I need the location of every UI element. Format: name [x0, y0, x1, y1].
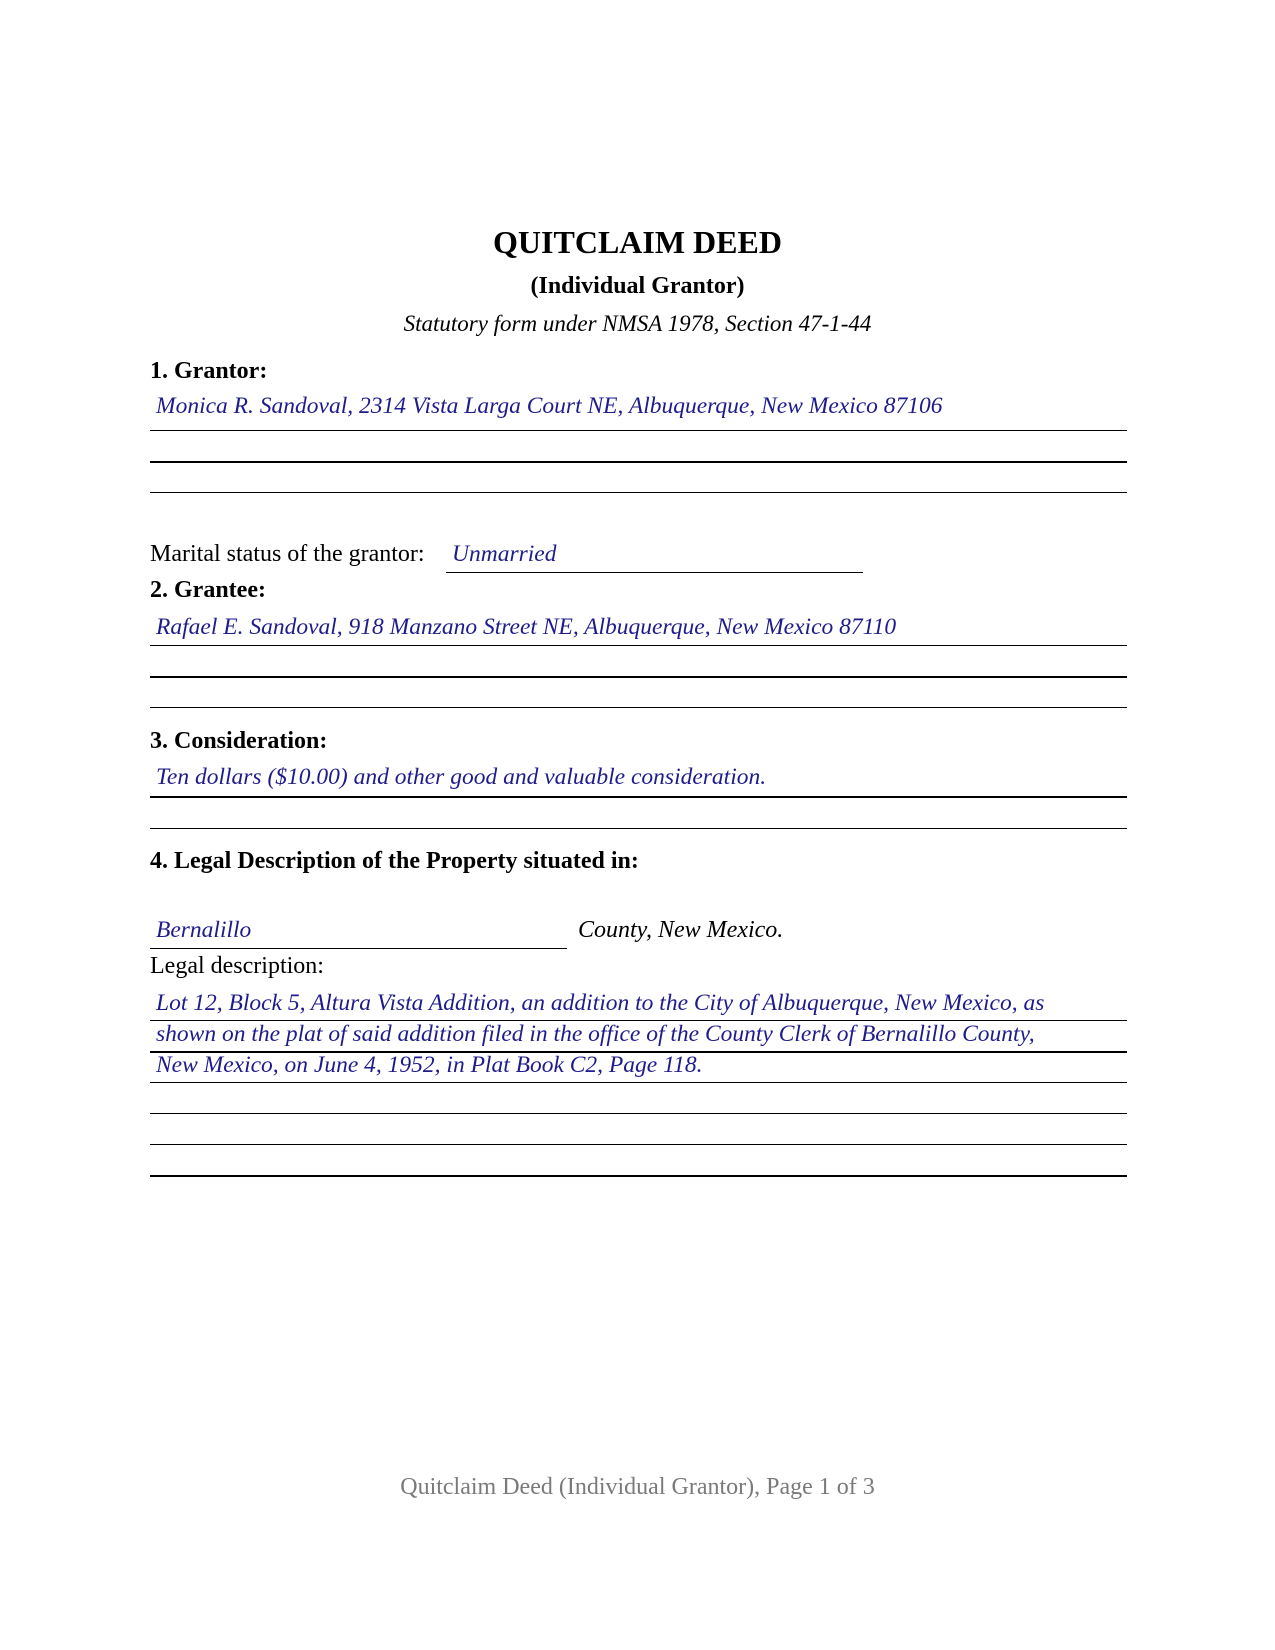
legal-line-3	[150, 1082, 1127, 1083]
county-line	[150, 948, 567, 949]
county-suffix: County, New Mexico.	[578, 917, 784, 943]
legal-line-5	[150, 1144, 1127, 1145]
marital-status-label: Marital status of the grantor:	[150, 541, 425, 567]
grantor-field[interactable]: Monica R. Sandoval, 2314 Vista Larga Court NE, Albuquerque, New Mexico 87106	[156, 393, 943, 419]
county-field[interactable]: Bernalillo	[156, 917, 252, 943]
consideration-field[interactable]: Ten dollars ($10.00) and other good and valuable consideration.	[156, 764, 767, 790]
consideration-line-1	[150, 796, 1127, 798]
consideration-heading: 3. Consideration:	[150, 728, 328, 754]
grantor-line-1	[150, 430, 1127, 431]
grantee-line-2	[150, 676, 1127, 678]
marital-status-field[interactable]: Unmarried	[452, 541, 557, 567]
grantee-line-1	[150, 645, 1127, 646]
legal-description-line[interactable]: New Mexico, on June 4, 1952, in Plat Book C2, Page 118.	[156, 1052, 703, 1078]
consideration-line-2	[150, 828, 1127, 829]
grantee-heading: 2. Grantee:	[150, 577, 266, 603]
document-subtitle: (Individual Grantor)	[530, 273, 745, 299]
grantor-line-3	[150, 492, 1127, 493]
legal-line-6	[150, 1175, 1127, 1177]
statute-reference: Statutory form under NMSA 1978, Section 47-1-44	[403, 311, 872, 336]
legal-description-label: Legal description:	[150, 953, 324, 979]
property-heading: 4. Legal Description of the Property situated in:	[150, 848, 639, 874]
legal-description-line[interactable]: shown on the plat of said addition filed in the office of the County Clerk of Bernalillo County,	[156, 1021, 1035, 1047]
document-title: QUITCLAIM DEED	[493, 224, 782, 260]
legal-description-line[interactable]: Lot 12, Block 5, Altura Vista Addition, an addition to the City of Albuquerque, New Mexico, as	[156, 990, 1045, 1016]
grantor-line-2	[150, 461, 1127, 463]
marital-status-line	[446, 572, 863, 573]
grantee-line-3	[150, 707, 1127, 708]
page-footer: Quitclaim Deed (Individual Grantor), Page 1 of 3	[400, 1474, 875, 1500]
legal-line-4	[150, 1113, 1127, 1114]
grantee-field[interactable]: Rafael E. Sandoval, 918 Manzano Street NE, Albuquerque, New Mexico 87110	[156, 614, 897, 640]
grantor-heading: 1. Grantor:	[150, 358, 268, 384]
